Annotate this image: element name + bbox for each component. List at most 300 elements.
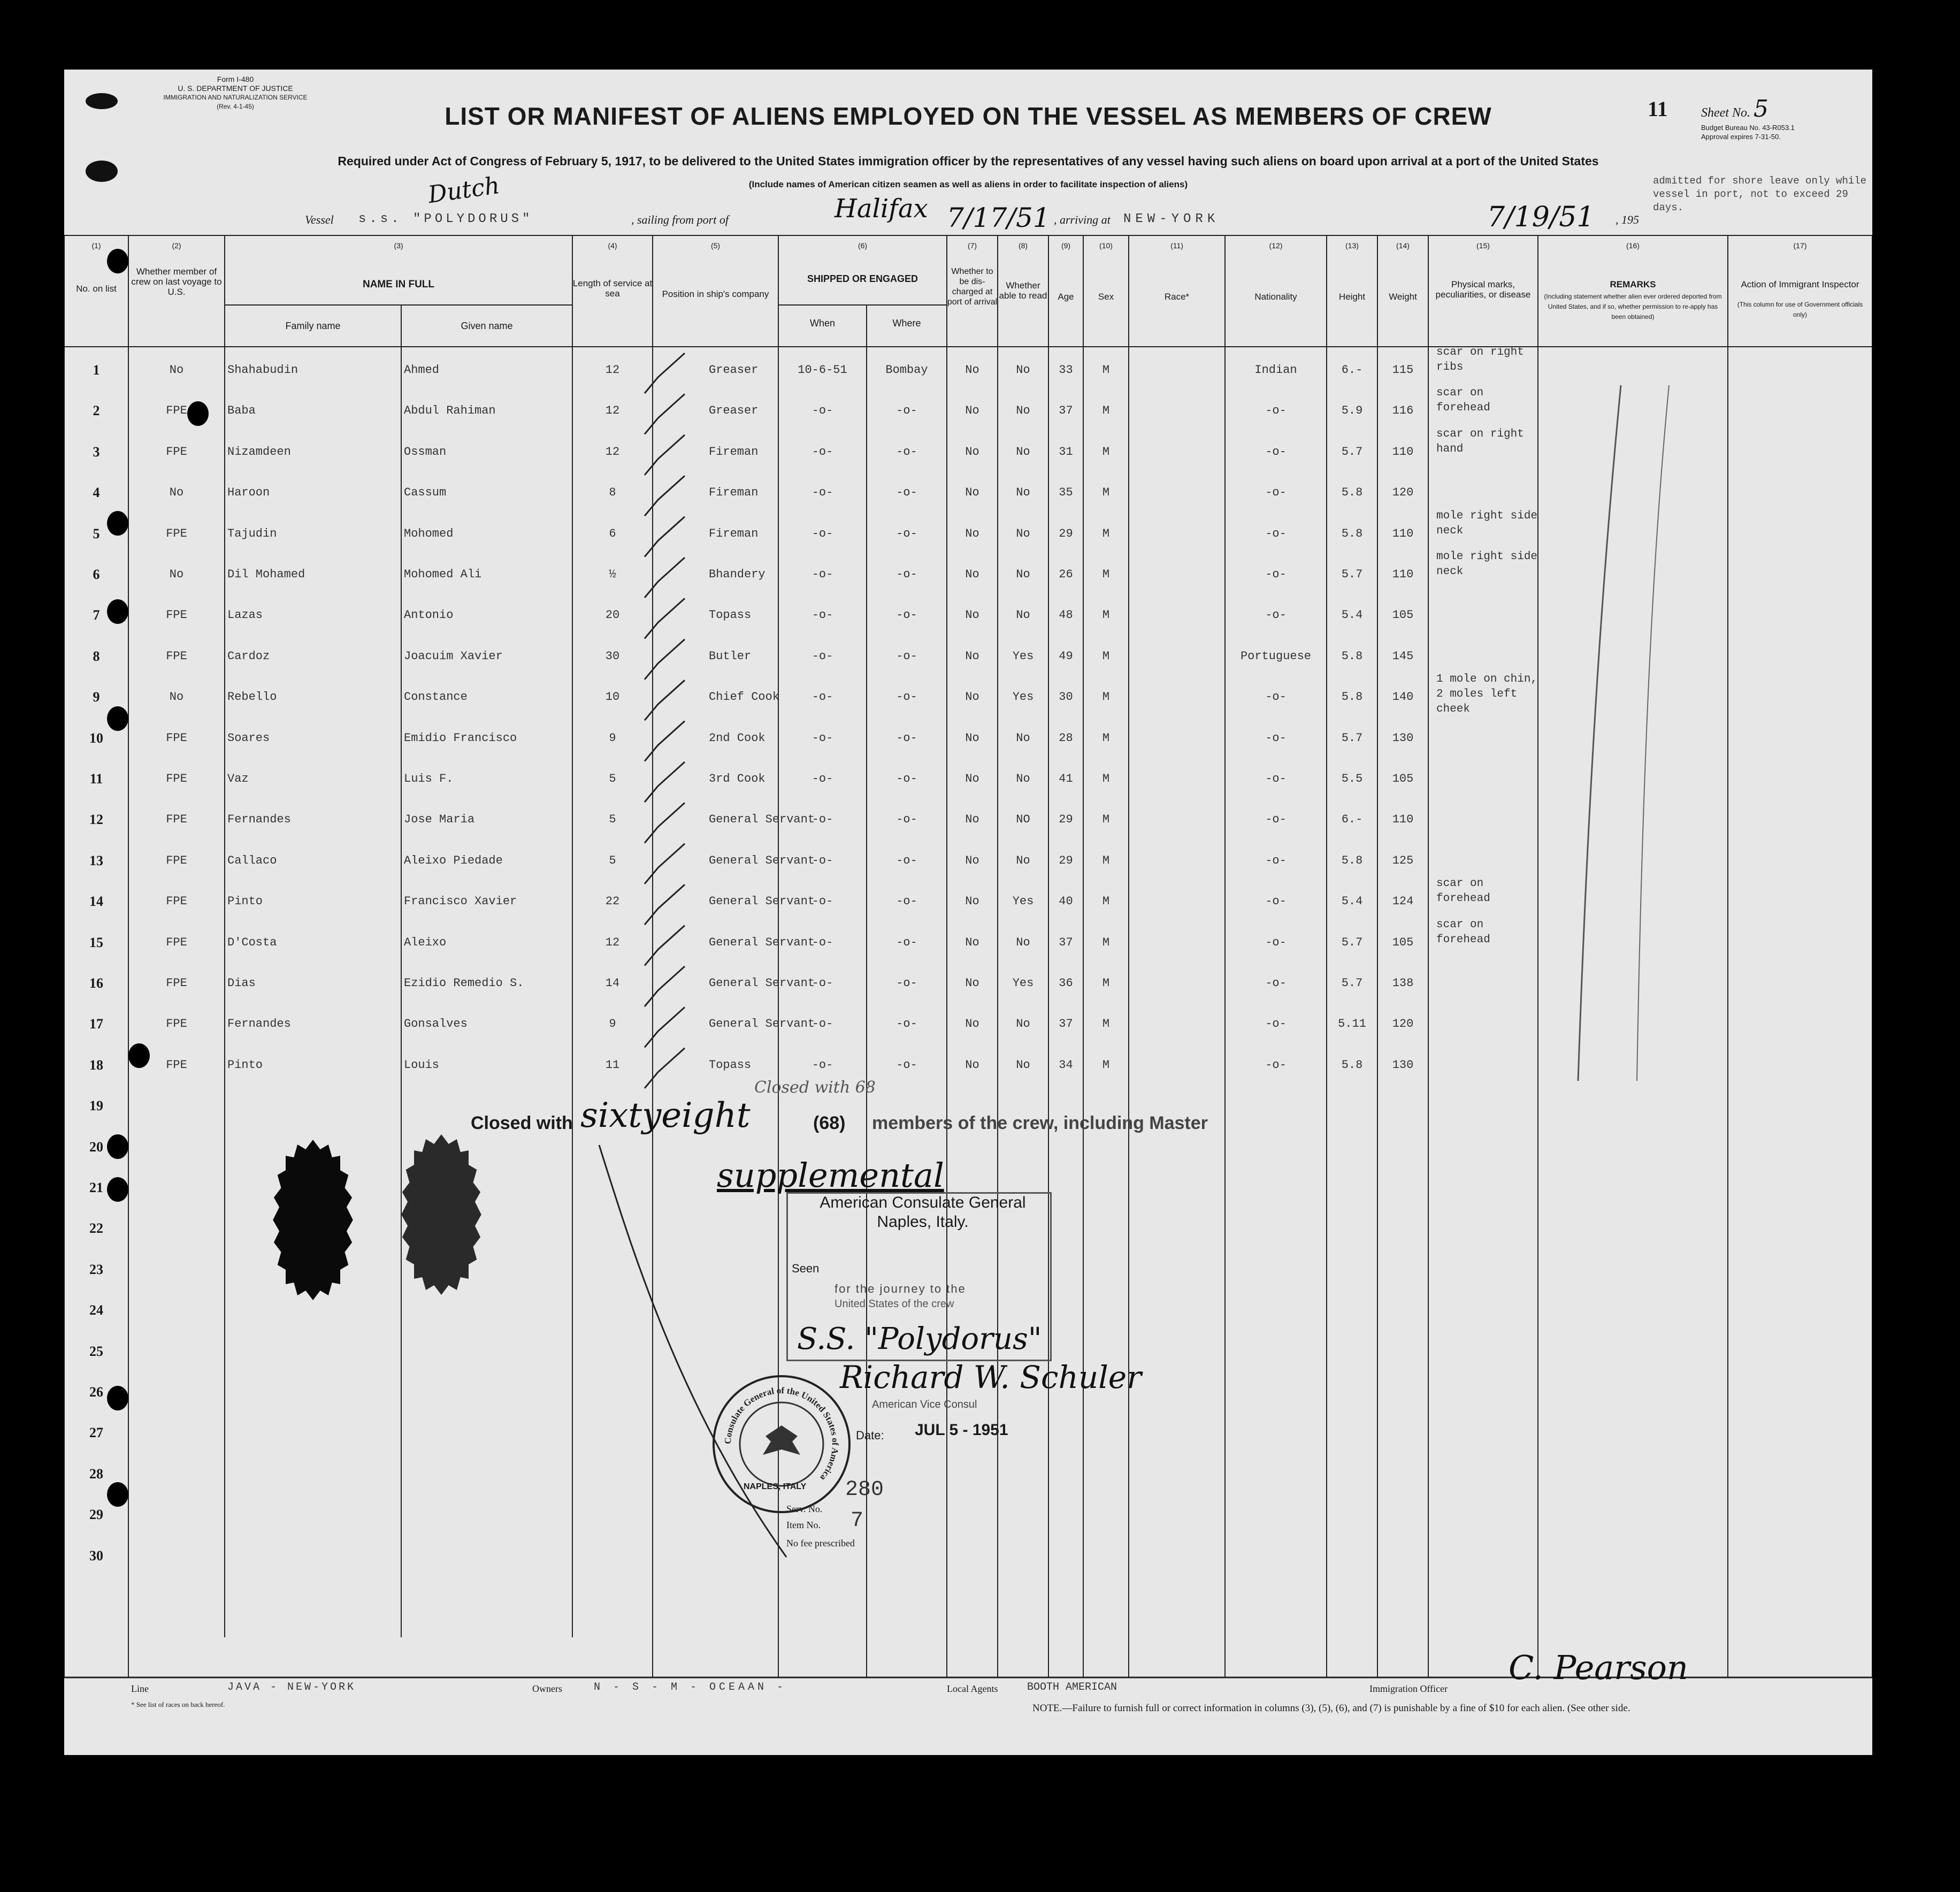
cell-service: 20 — [605, 608, 620, 622]
footer-line-value: JAVA - NEW-YORK — [227, 1681, 356, 1693]
column-number: (10) — [1099, 241, 1113, 250]
cell-discharged: No — [965, 1017, 979, 1031]
page-number: 11 — [1648, 97, 1668, 121]
arriving-label: , arriving at — [1054, 213, 1111, 226]
cell-weight: 110 — [1392, 568, 1414, 581]
cell-nationality: -o- — [1265, 608, 1287, 622]
cell-height: 5.8 — [1341, 527, 1363, 540]
cell-shipped-when: -o- — [811, 445, 833, 459]
cell-nationality: -o- — [1265, 690, 1287, 704]
cell-sex: M — [1102, 1058, 1110, 1072]
cell-weight: 125 — [1392, 853, 1414, 867]
cell-weight: 116 — [1392, 404, 1414, 418]
cell-height: 5.8 — [1341, 853, 1363, 867]
cell-family-name: Soares — [227, 731, 270, 745]
cell-height: 5.4 — [1341, 608, 1363, 622]
col-header-age: Age — [1058, 292, 1074, 302]
cell-previous-voyage: FPE — [166, 404, 187, 418]
cell-discharged: No — [965, 813, 979, 827]
cell-weight: 120 — [1392, 1017, 1414, 1031]
cell-position: General Servant — [709, 976, 815, 990]
row-number: 20 — [89, 1139, 103, 1155]
cell-family-name: Shahabudin — [227, 363, 298, 377]
cell-shipped-when: -o- — [811, 1017, 833, 1031]
cell-family-name: D'Costa — [227, 935, 277, 949]
cell-service: 12 — [605, 363, 620, 377]
cell-service: 6 — [609, 527, 616, 540]
cell-shipped-where: -o- — [896, 935, 917, 949]
cell-nationality: Indian — [1254, 363, 1297, 377]
cell-weight: 105 — [1392, 935, 1414, 949]
seal-bottom-text: NAPLES, ITALY — [744, 1482, 807, 1491]
cell-read: Yes — [1012, 895, 1034, 909]
cell-family-name: Baba — [227, 404, 256, 418]
cell-previous-voyage: FPE — [166, 445, 187, 459]
column-number: (5) — [710, 241, 721, 250]
cell-height: 5.8 — [1341, 649, 1363, 663]
cell-shipped-where: -o- — [896, 895, 917, 909]
cell-weight: 105 — [1392, 608, 1414, 622]
cell-shipped-where: Bombay — [885, 363, 928, 377]
cell-position: Fireman — [709, 486, 759, 500]
cell-sex: M — [1102, 1017, 1110, 1031]
cell-height: 5.5 — [1341, 772, 1363, 785]
cell-previous-voyage: FPE — [166, 608, 187, 622]
cell-read: No — [1016, 404, 1030, 418]
service-name: IMMIGRATION AND NATURALIZATION SERVICE — [163, 94, 308, 101]
cell-position: Bhandery — [709, 568, 765, 581]
cell-nationality: -o- — [1265, 895, 1287, 909]
column-number: (3) — [394, 241, 403, 250]
row-number: 25 — [89, 1343, 103, 1359]
col-header-no: No. on list — [76, 284, 117, 294]
sailing-port-handwritten: Halifax — [834, 194, 928, 224]
cell-given-name: Gonsalves — [404, 1017, 468, 1031]
vessel-label: Vessel — [305, 213, 334, 226]
cell-position: Topass — [709, 1058, 752, 1072]
cell-shipped-when: -o- — [811, 649, 833, 663]
vessel-name: s.s. "POLYDORUS" — [358, 212, 533, 226]
cell-given-name: Aleixo — [404, 935, 447, 949]
column-number: (14) — [1396, 241, 1410, 250]
cell-shipped-when: -o- — [811, 486, 833, 500]
punch-hole — [107, 1482, 128, 1507]
cell-sex: M — [1102, 649, 1110, 663]
cell-family-name: Fernandes — [227, 813, 291, 827]
col-header-position: Position in ship's company — [662, 289, 769, 299]
cell-shipped-when: -o- — [811, 1058, 833, 1072]
cell-given-name: Ossman — [404, 445, 447, 459]
cell-sex: M — [1102, 731, 1110, 745]
cell-age: 33 — [1059, 363, 1073, 377]
cell-given-name: Jose Maria — [404, 813, 475, 827]
cell-position: Fireman — [709, 527, 759, 540]
cell-nationality: -o- — [1265, 404, 1287, 418]
column-number: (13) — [1345, 241, 1359, 250]
cell-shipped-when: -o- — [811, 813, 833, 827]
cell-sex: M — [1102, 772, 1110, 785]
col-header-where: Where — [892, 318, 921, 329]
cell-nationality: Portuguese — [1240, 649, 1312, 663]
column-number: (12) — [1269, 241, 1283, 250]
cell-discharged: No — [965, 527, 979, 540]
cell-age: 26 — [1059, 568, 1073, 581]
cell-age: 40 — [1059, 895, 1073, 909]
cell-weight: 110 — [1392, 813, 1414, 827]
cell-shipped-when: -o- — [811, 404, 833, 418]
cell-shipped-where: -o- — [896, 486, 917, 500]
arriving-port: NEW-YORK — [1123, 212, 1220, 226]
cell-nationality: -o- — [1265, 1017, 1287, 1031]
cell-discharged: No — [965, 486, 979, 500]
punch-hole — [107, 599, 128, 624]
united-states-text: United States of the crew — [834, 1298, 954, 1310]
column-number: (6) — [858, 241, 868, 250]
cell-service: 14 — [605, 976, 620, 990]
cell-given-name: Luis F. — [404, 772, 454, 785]
row-number: 10 — [89, 730, 103, 746]
cell-nationality: -o- — [1265, 853, 1287, 867]
cell-height: 5.4 — [1341, 895, 1363, 909]
cell-sex: M — [1102, 527, 1110, 540]
cell-given-name: Aleixo Piedade — [404, 853, 503, 867]
punch-hole — [187, 401, 209, 426]
closing-text: members of the crew, including Master — [872, 1113, 1208, 1133]
punch-hole — [107, 1386, 128, 1410]
cell-weight: 115 — [1392, 363, 1414, 377]
cell-age: 49 — [1059, 649, 1073, 663]
manifest-sheet — [64, 70, 1872, 1755]
cell-sex: M — [1102, 608, 1110, 622]
row-number: 21 — [89, 1180, 103, 1195]
cell-weight: 105 — [1392, 772, 1414, 785]
cell-given-name: Emidio Francisco — [404, 731, 517, 745]
cell-position: Greaser — [709, 404, 759, 418]
cell-position: General Servant — [709, 935, 815, 949]
col-header-nationality: Nationality — [1254, 292, 1297, 302]
cell-previous-voyage: FPE — [166, 772, 187, 785]
cell-nationality: -o- — [1265, 1058, 1287, 1072]
row-number: 28 — [89, 1466, 103, 1482]
sailing-label: , sailing from port of — [631, 213, 729, 226]
punch-hole — [107, 249, 128, 273]
row-number: 24 — [89, 1302, 103, 1318]
item-number: 7 — [851, 1509, 864, 1533]
cell-read: Yes — [1012, 690, 1034, 704]
cell-weight: 140 — [1392, 690, 1414, 704]
row-number: 15 — [89, 934, 103, 950]
punch-hole — [107, 1177, 128, 1202]
cell-given-name: Joacuim Xavier — [404, 649, 503, 663]
cell-service: 12 — [605, 935, 620, 949]
cell-age: 30 — [1059, 690, 1073, 704]
shore-leave-note: admitted for shore leave only while vessel in port, not to exceed 29 days. — [1653, 175, 1867, 213]
cell-position: Topass — [709, 608, 752, 622]
cell-given-name: Ezidio Remedio S. — [404, 976, 524, 990]
cell-family-name: Nizamdeen — [227, 445, 291, 459]
cell-previous-voyage: No — [169, 690, 184, 704]
cell-read: No — [1016, 1058, 1030, 1072]
row-number: 8 — [93, 648, 100, 664]
row-number: 4 — [93, 485, 100, 501]
col-header-physical-marks: Physical marks, peculiarities, or disease — [1435, 279, 1531, 300]
cell-shipped-when: -o- — [811, 853, 833, 867]
footer-line-label: Line — [131, 1683, 149, 1694]
cell-position: General Servant — [709, 813, 815, 827]
cell-weight: 145 — [1392, 649, 1414, 663]
cell-shipped-where: -o- — [896, 976, 917, 990]
cell-family-name: Haroon — [227, 486, 270, 500]
item-label: Item No. — [786, 1520, 821, 1530]
cell-read: No — [1016, 363, 1030, 377]
cell-family-name: Dias — [227, 976, 256, 990]
cell-family-name: Lazas — [227, 608, 263, 622]
row-number: 1 — [93, 362, 100, 378]
cell-shipped-when: -o- — [811, 690, 833, 704]
cell-age: 29 — [1059, 527, 1073, 540]
cell-previous-voyage: FPE — [166, 853, 187, 867]
closing-handwritten-count: sixtyeight — [580, 1096, 751, 1135]
cell-height: 5.7 — [1341, 445, 1363, 459]
footer-agents-value: BOOTH AMERICAN — [1027, 1681, 1117, 1693]
row-number: 16 — [89, 975, 103, 991]
cell-height: 5.7 — [1341, 568, 1363, 581]
cell-service: 12 — [605, 404, 620, 418]
cell-height: 5.7 — [1341, 935, 1363, 949]
col-header-remarks: REMARKS — [1610, 279, 1656, 289]
cell-read: Yes — [1012, 976, 1034, 990]
cell-discharged: No — [965, 853, 979, 867]
stamp-date-label: Date: — [856, 1429, 884, 1442]
officer-signature: C. Pearson — [1509, 1648, 1688, 1687]
cell-family-name: Cardoz — [227, 649, 270, 663]
cell-service: 5 — [609, 813, 616, 827]
serv-label: Serv. No. — [786, 1504, 823, 1514]
column-number: (2) — [172, 241, 181, 250]
cell-previous-voyage: FPE — [166, 895, 187, 909]
cell-family-name: Fernandes — [227, 1017, 291, 1031]
col-header-previous-voyage: Whether member of crew on last voyage to U.S. — [131, 266, 222, 297]
cell-age: 37 — [1059, 404, 1073, 418]
cell-shipped-where: -o- — [896, 404, 917, 418]
cell-age: 31 — [1059, 445, 1073, 459]
cell-discharged: No — [965, 935, 979, 949]
cell-sex: M — [1102, 813, 1110, 827]
cell-position: General Servant — [709, 853, 815, 867]
row-number: 14 — [89, 894, 103, 910]
cell-shipped-where: -o- — [896, 1058, 917, 1072]
cell-family-name: Tajudin — [227, 527, 277, 540]
cell-discharged: No — [965, 1058, 979, 1072]
row-number: 27 — [89, 1425, 103, 1441]
cell-sex: M — [1102, 935, 1110, 949]
cell-read: Yes — [1012, 649, 1034, 663]
document-title: LIST OR MANIFEST OF ALIENS EMPLOYED ON THE VESSEL AS MEMBERS OF CREW — [445, 102, 1492, 130]
fee-note: No fee prescribed — [786, 1538, 855, 1548]
cell-height: 5.11 — [1338, 1017, 1366, 1031]
approval-expiry: Approval expires 7-31-50. — [1701, 133, 1781, 141]
cell-shipped-when: -o- — [811, 731, 833, 745]
row-number: 3 — [93, 444, 100, 460]
column-number: (4) — [608, 241, 617, 250]
cell-shipped-when: -o- — [811, 772, 833, 785]
cell-family-name: Pinto — [227, 1058, 263, 1072]
cell-age: 29 — [1059, 853, 1073, 867]
cell-sex: M — [1102, 690, 1110, 704]
cell-nationality: -o- — [1265, 813, 1287, 827]
department-name: U. S. DEPARTMENT OF JUSTICE — [178, 84, 293, 93]
cell-previous-voyage: FPE — [166, 813, 187, 827]
row-number: 17 — [89, 1016, 103, 1032]
cell-nationality: -o- — [1265, 772, 1287, 785]
row-number: 9 — [93, 689, 100, 705]
cell-position: 3rd Cook — [709, 772, 765, 785]
cell-discharged: No — [965, 445, 979, 459]
cell-family-name: Dil Mohamed — [227, 568, 305, 581]
cell-previous-voyage: No — [169, 486, 184, 500]
stamp-date: JUL 5 - 1951 — [915, 1421, 1008, 1439]
row-number: 2 — [93, 403, 100, 419]
cell-discharged: No — [965, 772, 979, 785]
cell-age: 48 — [1059, 608, 1073, 622]
cell-physical-marks: scar on forehead — [1436, 387, 1490, 415]
cell-service: 12 — [605, 445, 620, 459]
cell-shipped-where: -o- — [896, 731, 917, 745]
year-label: , 195 — [1616, 213, 1639, 226]
cell-discharged: No — [965, 404, 979, 418]
cell-position: 2nd Cook — [709, 731, 765, 745]
cell-service: 5 — [609, 853, 616, 867]
col-header-name: NAME IN FULL — [362, 279, 435, 290]
cell-age: 29 — [1059, 813, 1073, 827]
col-header-race: Race* — [1164, 292, 1190, 302]
cell-read: No — [1016, 486, 1030, 500]
col-header-height: Height — [1338, 292, 1366, 302]
col-header-when: When — [809, 318, 836, 329]
cell-service: 11 — [605, 1058, 620, 1072]
column-number: (11) — [1170, 241, 1183, 250]
footer-agents-label: Local Agents — [947, 1683, 998, 1694]
cell-previous-voyage: FPE — [166, 649, 187, 663]
cell-family-name: Rebello — [227, 690, 277, 704]
cell-position: Fireman — [709, 445, 759, 459]
cell-nationality: -o- — [1265, 445, 1287, 459]
cell-previous-voyage: FPE — [166, 935, 187, 949]
cell-previous-voyage: FPE — [166, 976, 187, 990]
cell-read: No — [1016, 527, 1030, 540]
cell-physical-marks: mole right side neck — [1436, 551, 1538, 578]
row-number: 22 — [89, 1220, 103, 1237]
punch-hole — [107, 511, 128, 536]
row-number: 30 — [89, 1547, 103, 1563]
cell-given-name: Constance — [404, 690, 468, 704]
supplemental-handwritten: supplemental — [717, 1156, 944, 1195]
cell-sex: M — [1102, 486, 1110, 500]
sheet-number: 5 — [1753, 95, 1768, 123]
col-header-discharged: Whether to be dis-charged at port of arrival — [947, 267, 998, 307]
column-number: (15) — [1476, 241, 1490, 250]
cell-age: 37 — [1059, 1017, 1073, 1031]
col-header-service: Length of service at sea — [572, 278, 653, 299]
cell-age: 35 — [1059, 486, 1073, 500]
column-number: (8) — [1018, 241, 1028, 250]
cell-service: ½ — [609, 568, 616, 581]
cell-shipped-where: -o- — [896, 649, 917, 663]
race-footnote: * See list of races on back hereof. — [131, 1700, 225, 1708]
cell-shipped-when: -o- — [811, 527, 833, 540]
cell-position: Chief Cook — [709, 690, 780, 704]
col-header-remarks-note: (Including statement whether alien ever ordered deported from United States, and if so, whether permission to re-apply has been obtained) — [1544, 293, 1722, 321]
cell-discharged: No — [965, 649, 979, 663]
vice-consul-title: American Vice Consul — [872, 1399, 977, 1410]
cell-shipped-where: -o- — [896, 527, 917, 540]
cell-read: No — [1016, 731, 1030, 745]
budget-number: Budget Bureau No. 43-R053.1 — [1701, 124, 1795, 132]
cell-shipped-when: -o- — [811, 895, 833, 909]
cell-given-name: Cassum — [404, 486, 447, 500]
cell-nationality: -o- — [1265, 568, 1287, 581]
cell-discharged: No — [965, 608, 979, 622]
footer-officer-label: Immigration Officer — [1369, 1683, 1448, 1694]
cell-physical-marks: scar on right hand — [1436, 428, 1524, 455]
cell-weight: 138 — [1392, 976, 1414, 990]
column-number: (17) — [1793, 241, 1807, 250]
cell-service: 9 — [609, 1017, 616, 1031]
cell-read: No — [1016, 772, 1030, 785]
cell-weight: 124 — [1392, 895, 1414, 909]
cell-family-name: Pinto — [227, 895, 263, 909]
cell-sex: M — [1102, 404, 1110, 418]
column-number: (9) — [1061, 241, 1071, 250]
cell-sex: M — [1102, 853, 1110, 867]
cell-read: No — [1016, 608, 1030, 622]
cell-nationality: -o- — [1265, 486, 1287, 500]
row-number: 19 — [89, 1098, 103, 1114]
cell-shipped-when: -o- — [811, 976, 833, 990]
col-header-weight: Weight — [1389, 292, 1417, 302]
row-number: 7 — [93, 607, 100, 623]
cell-shipped-when: 10-6-51 — [798, 363, 847, 377]
col-header-read: Whether able to read — [999, 280, 1047, 301]
col-header-action-note: (This column for use of Government officials only) — [1737, 301, 1863, 318]
footer-owners-value: N - S - M - OCEAAN - — [594, 1681, 787, 1693]
arrival-date: 7/19/51 — [1487, 201, 1595, 233]
cell-height: 5.7 — [1341, 976, 1363, 990]
cell-physical-marks: mole right side neck — [1436, 509, 1538, 537]
cell-position: General Servant — [709, 895, 815, 909]
column-number: (7) — [967, 241, 977, 250]
cell-service: 8 — [609, 486, 616, 500]
cell-given-name: Ahmed — [404, 363, 440, 377]
cell-weight: 130 — [1392, 1058, 1414, 1072]
cell-height: 5.8 — [1341, 1058, 1363, 1072]
cell-previous-voyage: FPE — [166, 1017, 187, 1031]
cell-previous-voyage: FPE — [166, 1058, 187, 1072]
cell-service: 5 — [609, 772, 616, 785]
punch-hole — [107, 706, 128, 731]
col-header-family-name: Family name — [285, 321, 341, 331]
cell-given-name: Francisco Xavier — [404, 895, 517, 909]
cell-sex: M — [1102, 568, 1110, 581]
cell-age: 34 — [1059, 1058, 1073, 1072]
cell-height: 5.8 — [1341, 690, 1363, 704]
consulate-city: Naples, Italy. — [877, 1213, 969, 1231]
cell-service: 10 — [605, 690, 620, 704]
cell-service: 22 — [605, 895, 620, 909]
closing-annotation: Closed with 68 — [754, 1078, 876, 1097]
cell-height: 5.8 — [1341, 486, 1363, 500]
column-number: (16) — [1626, 241, 1640, 250]
